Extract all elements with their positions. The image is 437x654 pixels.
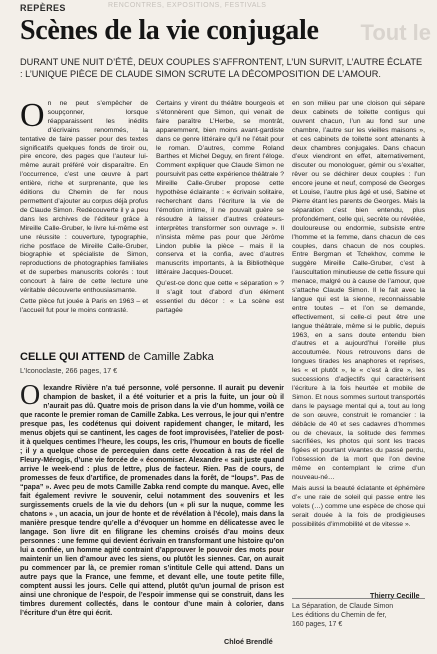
divider	[292, 598, 425, 599]
book-info-price: 160 pages, 17 €	[292, 621, 343, 628]
article-paragraph: Mais aussi la beauté éclatante et éphémère d’« une raie de soleil qui passe entre les volets (…) comme une espèce de chose qui serait douée à la fois de prodigieuses possibilités d’immobilité et de vitesse ».	[292, 484, 425, 528]
article-paragraph: Certains y virent du théâtre bourgeois et s’étonnèrent que Simon, qui venait de faire paraître L’Herbe, se montrât, apparemment, bien moins avant-gardiste dans ce genre littéraire qu’il ne l’était pour le roman. D’autres, comme Roland Barthes et Michel Deguy, en firent l’éloge. Comment expliquer que Claude Simon ne poursuivit pas cette expérience théâtrale ? Mireille Calle-Gruber propose cette hypothèse éclairante : « écrivain solitaire, recherchant dans l’écriture la vie de l’émotion intime, il ne pouvait guère se résoudre à laisser d’autres créateurs-interprètes transformer son ouvrage ». Il n’insista même pas pour que Jérôme Lindon publie la pièce – mais il la conserva et la confia, avec d’autres manuscrits importants, à la Bibliothèque littéraire Jacques-Doucet.	[156, 100, 284, 277]
article-paragraph: en son milieu par une cloison qui sépare deux cabinets de toilette contigus qui ouvrent chacun, l’un au fond sur une chambre, l’autre sur les vieilles maisons », et ces cabinets de toilette sont attenants à deux chambres conjugales. Dans chacun d’eux viendront en effet, alternativement, discuter ou monologuer, gémir ou s’exalter, rêver ou se déchirer deux couples : l’un encore jeune et neuf, composé de Georges et Louise, l’autre plus âgé et usé, Sabine et Pierre étant les parents de Georges. Mais la séparation c’est bien entendu, plus profondément, celle qui, secrète ou révélée, douloureuse ou endormie, subsiste entre l’homme et la femme, dans chacun de ces couples, dans chacun de nos couples. Entre Bergman et Tchekhov, comme le suggère Mireille Calle-Gruber, c’est à l’auscultation minutieuse de cette fissure qui menace, malgré ou à cause de l’amour, que s’attache Claude Simon. Il le fait avec la langue qui est la sienne, reconnaissable entre toutes – et l’on se demande, effectivement, si celle-ci peut être une langue théâtrale, même si le public, depuis 1963, en a sans doute entendu bien d’autres et a aujourd’hui l’oreille plus accoutumée. Nous retrouvons dans de longues tirades les anaphores et reprises, les « et plutôt », le « c’est à dire », les successions d’adjectifs qui caractérisent l’écriture à la fois heurtée et mobile de Simon. Et nous sommes surtout transportés dans le paysage mental qui a, tout au long de son œuvre, construit le romancier : la débâcle de 40 et ses cadavres d’hommes ou de chevaux, la solitude des femmes sacrifiées, les photos qui sont les traces figées et pourtant vivantes du passé perdu, l’obsession de la mort que l’on devine même en contemplant le crime d’un nouveau-né…	[292, 100, 425, 482]
review-book-title: CELLE QUI ATTEND	[20, 351, 126, 363]
headline: Scènes de la vie conjugale	[20, 15, 319, 46]
article-column-3	[292, 100, 425, 532]
ghost-title: Tout le	[360, 20, 431, 45]
book-info-publisher: Les éditions du Chemin de fer,	[292, 612, 387, 619]
article-column-1	[20, 97, 148, 318]
review-drop-cap: O	[20, 380, 41, 411]
ghost-header: RENCONTRES, EXPOSITIONS, FESTIVALS	[108, 2, 267, 9]
review-text: lexandre Rivière n’a tué personne, volé personne. Il aurait pu devenir champion de basket, il a été voiturier et a pris la fuite, un jour où il n’aurait pas dû. Quatre mois de prison dans la vie d’un homme, voilà ce que raconte le premier roman de Camille Zabka. Les verrous, le jour qui n’entre presque pas, les codétenus qui doivent rapidement changer, le mitard, les menus objets qui se cantinent, les cages de foot improvisées, l’atelier de post-it à quelques centimes l’heure, les coups, les cris, l’humour en bouts de ficelle ; il y a quelque chose de percequien dans cette évocation à ras de réel de Fleury-Mérogis, d’une vie forcée de « économiser. Alexandre « sait juste quand arrive le week-end : plus de lettre, plus de facteur. Rien. Pas de cours, de promesses de feux d’artifice, de promenades dans la forêt, de “loups”. Pas de “papa” ». Avec peu de mots Camille Zabka rend compte du manque. Avec, elle fait également revivre le souvenir, celui notamment des souvenirs et les surgissements cruels de la vie du dehors (un « pli sur la nuque, comme les chatons » , un acacia, un jour de honte et de révélation à l’école), mais dans la manière presque tendre qu’elle a d’évoquer un homme en délicatesse avec le langage. Son livre dit en filigrane les chemins croisés d’au moins deux personnes : une femme qui devient écrivain en transformant une histoire qu’on lui a confiée, un homme agité contraint d’approuver le pouvoir des mots pour maintenir un lien d’amour avec les siens, ou plutôt les siennes. Car, on aurait pu commencer par là, ce premier roman s’intitule Celle qui attend. Dans un autre pays que la France, une femme, et devant elle, une toute petite fille, comptent aussi les jours. Celle qui attend, plutôt qu’un journal de prison est ainsi une chronique de l’espoir, de l’espoir immense qui se construit, dans les timbres durement collectés, dans le contour d’une main à colorier, dans l’écriture d’un être qui écrit.	[20, 385, 284, 617]
drop-cap: O	[20, 97, 45, 134]
review-publisher: L’Iconoclaste, 266 pages, 17 €	[20, 366, 118, 375]
review-title	[20, 351, 214, 363]
article-paragraph: Qu’est-ce donc que cette « séparation » ? Il s’agit tout d’abord d’un élément essentiel du décor : « La scène est partagée	[156, 280, 284, 314]
book-info-title: La Séparation, de Claude Simon	[292, 603, 394, 610]
review-body	[20, 380, 284, 618]
review-signature: Chloé Brendlé	[224, 637, 273, 646]
section-label: REPÈRES	[20, 3, 66, 13]
review-author: de Camille Zabka	[128, 351, 214, 363]
article-column-2	[156, 100, 284, 318]
book-info	[292, 602, 425, 629]
article-paragraph: Cette pièce fut jouée à Paris en 1963 – et l’accueil fut pour le moins contrasté.	[20, 297, 148, 314]
article-paragraph: n ne peut s’empêcher de soupçonner, lorsque réapparaissent les inédits d’écrivains renommés, la tentative de faire passer pour des textes significatifs quelques fonds de tiroir ou, pire encore, des pages que l’auteur lui-même aurait préféré voir disparaître. En l’occurrence, c’est une œuvre à part entière, riche et surprenante, que les éditions du Chemin de fer nous permettent d’ajouter au corpus déjà profus de Claude Simon. Redécouverte il y a peu dans les archives de l’éditeur grâce à Mireille Calle-Gruber, le livre lui-même est une réussite : couverture, typographie, riche postface de Mireille Calle-Gruber, biographie et spécialiste de Simon, reproductions de photographies familiales et de superbes manuscrits colorés : tout concourt à faire de cette lecture une véritable découverte enthousiasmante.	[20, 100, 148, 295]
standfirst: DURANT UNE NUIT D’ÉTÉ, DEUX COUPLES S’AFFRONTENT, L’UN SURVIT, L’AUTRE ÉCLATE : L’UNIQUE PIÈCE DE CLAUDE SIMON SCRUTE LA DÉCOMPOSITION DE L’AMOUR.	[20, 57, 423, 79]
article-signature: Thierry Cecille	[370, 591, 420, 600]
